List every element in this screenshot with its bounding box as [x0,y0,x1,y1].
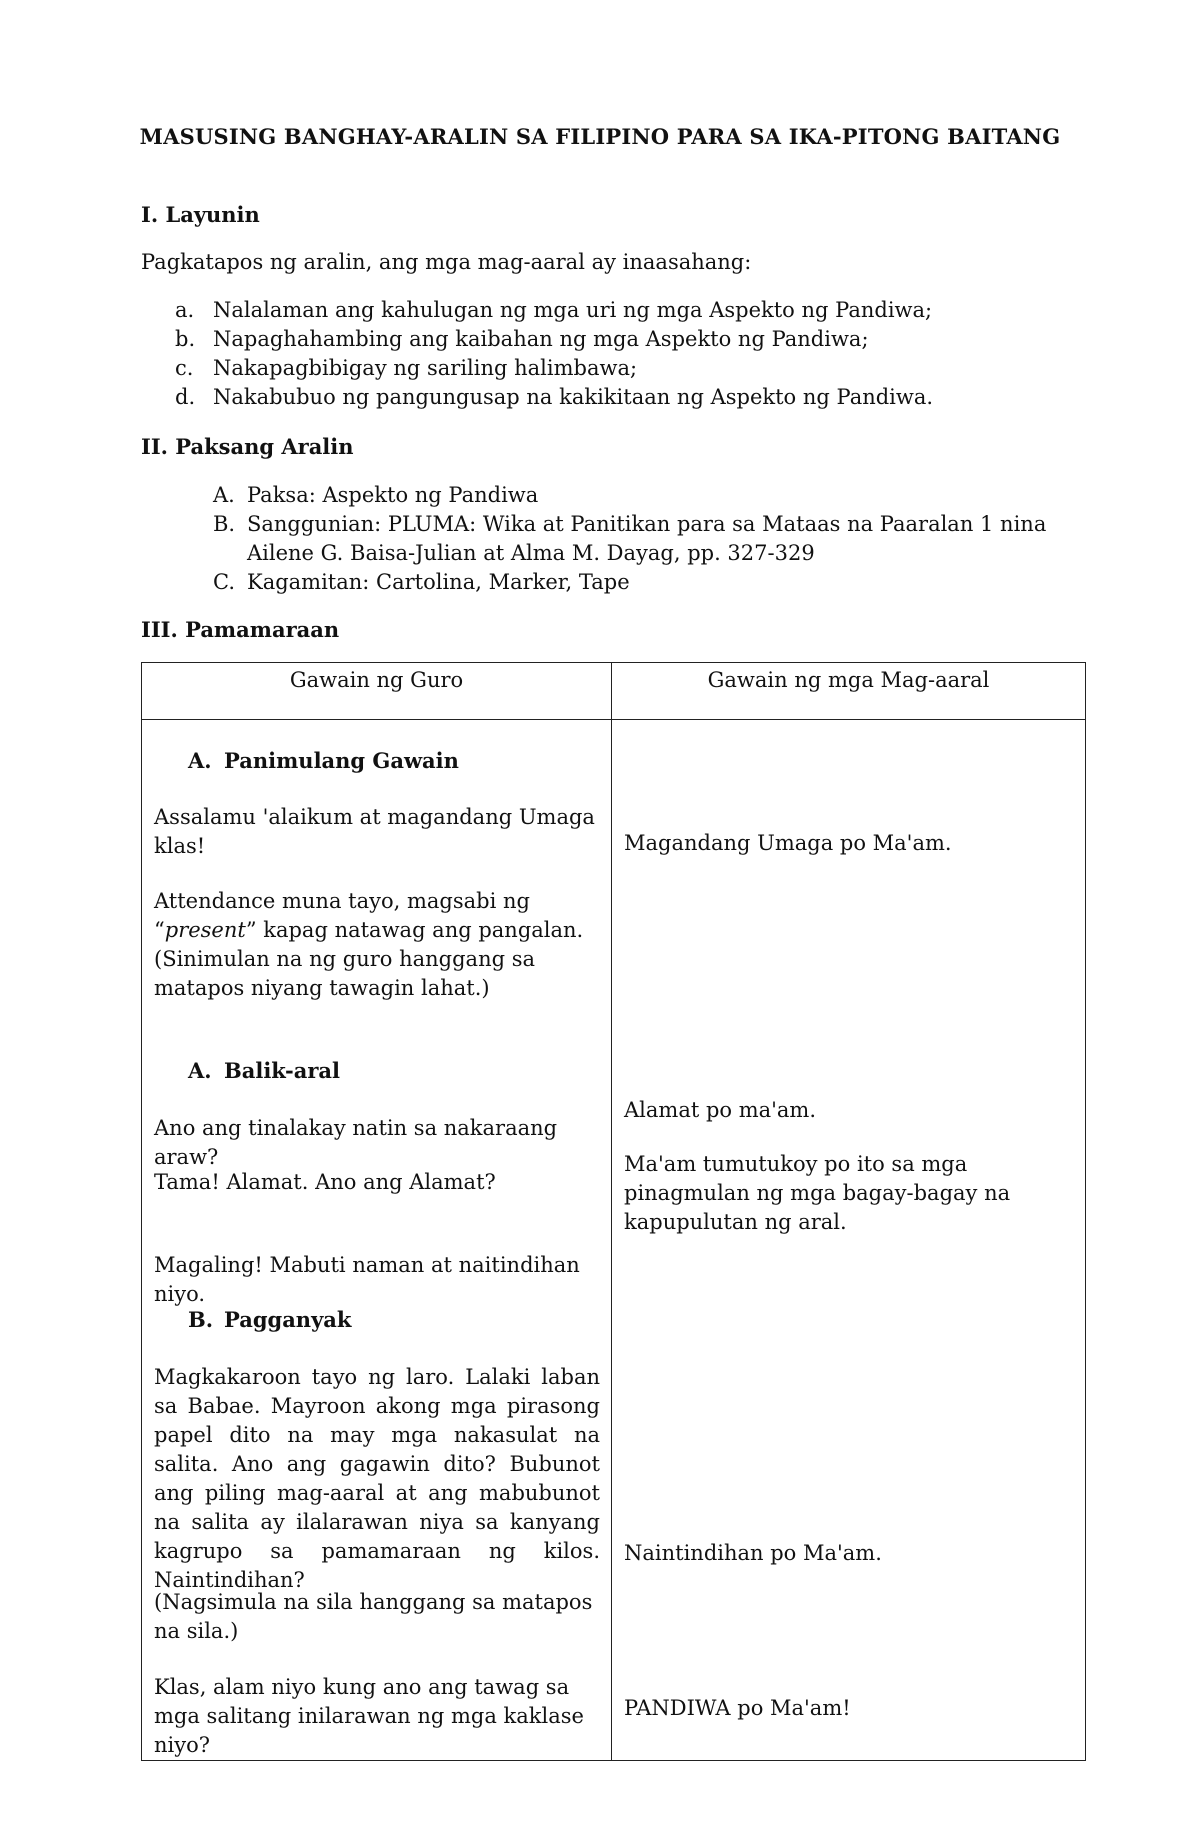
list-item-text: Napaghahambing ang kaibahan ng mga Aspekto ng Pandiwa; [213,327,869,351]
list-item [0,383,933,412]
document-title: MASUSING BANGHAY-ARALIN SA FILIPINO PARA SA IKA-PITONG BAITANG [139,124,1061,149]
student-response-5: PANDIWA po Ma'am! [624,1696,851,1720]
objectives-list [0,296,933,412]
section-layunin-heading: I. Layunin [141,202,260,227]
list-item-text: Paksa: Aspekto ng Pandiwa [247,483,539,507]
section-paksa-heading: II. Paksang Aralin [141,434,354,459]
list-marker: C. [213,570,235,594]
objectives-intro: Pagkatapos ng aralin, ang mga mag-aaral ay inaasahang: [141,250,752,274]
column-header-teacher: Gawain ng Guro [289,668,464,692]
teacher-question-3: Klas, alam niyo kung ano ang tawag sa mga salitang inilarawan ng mga kaklase niyo? [154,1675,584,1757]
list-marker: A. [213,483,235,507]
column-header-students: Gawain ng mga Mag-aaral [707,668,990,692]
list-marker: b. [175,327,196,351]
subheading-marker: B. [188,1307,214,1332]
section-pamamaraan-heading: III. Pamamaraan [141,617,340,642]
teacher-attendance [154,887,600,945]
teacher-attendance-note: (Sinimulan na ng guro hanggang sa matapos niyang tawagin lahat.) [154,947,536,1000]
topic-list [0,481,1067,597]
teacher-game-instructions: Magkakaroon tayo ng laro. Lalaki laban sa Babae. Mayroon akong mga pirasong papel dito na may mga nakasulat na salita. Ano ang gagawin dito? Bubunot ang piling mag-aaral at ang mabubunot na salita ay ilalarawan niya sa kanyang kagrupo sa pamamaraan ng kilos. Naintindihan? [154,1365,600,1592]
student-response-4: Naintindihan po Ma'am. [624,1541,882,1565]
list-item [0,296,933,325]
subheading-balik-aral [188,1056,634,1085]
list-marker: c. [175,356,194,380]
column-divider [611,663,612,1760]
subheading-text: Balik-aral [224,1058,340,1083]
subheading-marker: A. [188,1058,212,1083]
student-response-2: Alamat po ma'am. [624,1098,817,1122]
procedure-table [141,662,1086,1761]
teacher-question-2: Tama! Alamat. Ano ang Alamat? [154,1170,496,1194]
list-item [0,510,1067,568]
subheading-text: Panimulang Gawain [224,748,459,773]
teacher-game-note: (Nagsimula na sila hanggang sa matapos na sila.) [154,1590,593,1643]
student-response-1: Magandang Umaga po Ma'am. [624,831,952,855]
list-marker: a. [175,298,195,322]
student-response-3: Ma'am tumutukoy po ito sa mga pinagmulan ng mga bagay-bagay na kapupulutan ng aral. [624,1152,1011,1234]
subheading-text: Pagganyak [224,1307,352,1332]
list-item-text: Nakapagbibigay ng sariling halimbawa; [213,356,638,380]
teacher-greeting: Assalamu 'alaikum at magandang Umaga klas! [154,805,595,858]
list-marker: B. [213,512,236,536]
subheading-panimulang-gawain [188,746,634,775]
list-item-text: Nalalaman ang kahulugan ng mga uri ng mga Aspekto ng Pandiwa; [213,298,933,322]
attendance-text-end: ” kapag natawag ang pangalan. [245,918,584,942]
attendance-text-start: Attendance muna tayo, magsabi ng “ [154,889,530,942]
list-item-text: Sanggunian: PLUMA: Wika at Panitikan para sa Mataas na Paaralan 1 nina Ailene G. Baisa-Julian at Alma M. Dayag, pp. 327-329 [247,512,1047,565]
attendance-text-emphasis: present [164,918,246,942]
teacher-praise: Magaling! Mabuti naman at naitindihan niyo. [154,1253,580,1306]
list-item-text: Nakabubuo ng pangungusap na kakikitaan ng Aspekto ng Pandiwa. [213,385,934,409]
list-item-text: Kagamitan: Cartolina, Marker, Tape [247,570,630,594]
subheading-marker: A. [188,748,212,773]
list-marker: d. [175,385,196,409]
list-item [0,354,933,383]
list-item [0,568,1067,597]
list-item [0,481,1067,510]
header-divider [142,719,1085,720]
teacher-question-1: Ano ang tinalakay natin sa nakaraang araw? [154,1116,558,1169]
list-item [0,325,933,354]
subheading-pagganyak [188,1305,634,1334]
